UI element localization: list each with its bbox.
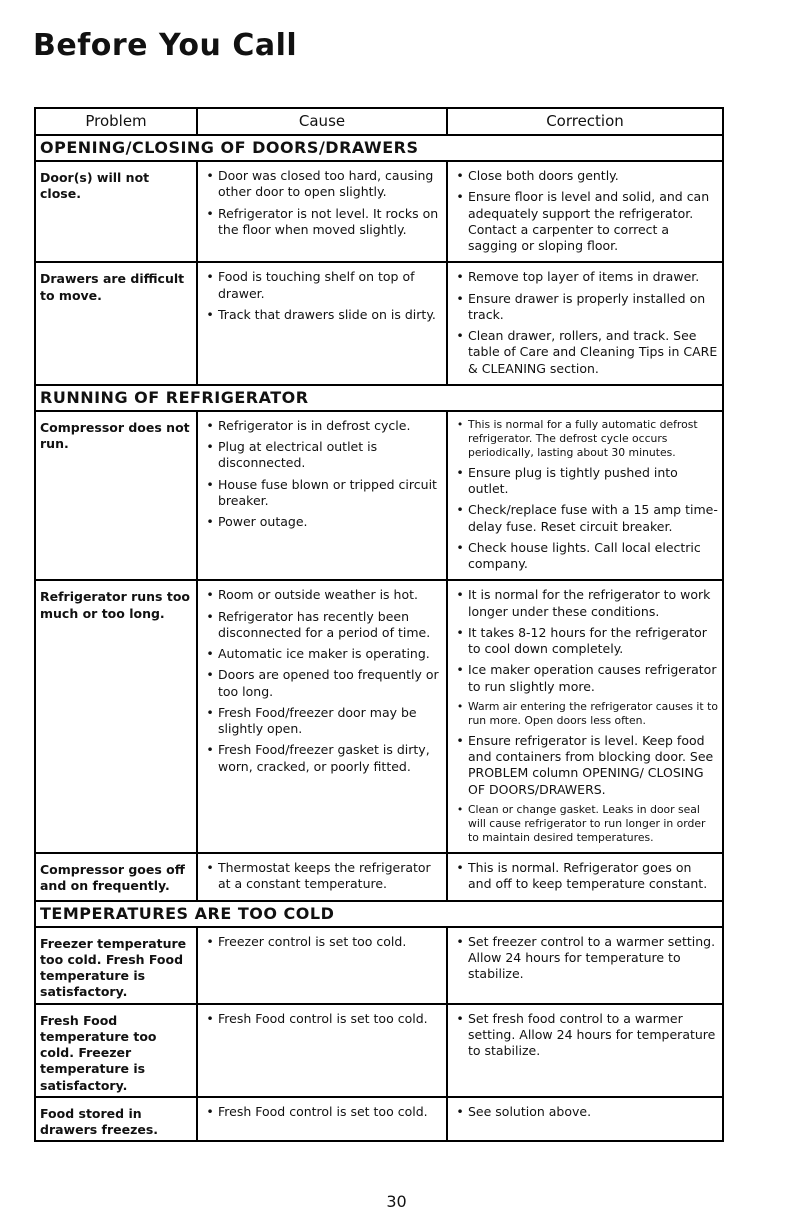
cause-cell xyxy=(197,853,447,901)
bullet-icon: • xyxy=(456,860,464,875)
cause-item xyxy=(202,1104,442,1120)
bullet-icon: • xyxy=(456,290,464,306)
cause-cell xyxy=(197,1004,447,1097)
bullet-icon: • xyxy=(206,667,214,683)
cause-item xyxy=(202,439,442,472)
correction-text: This is normal. Refrigerator goes on and off to keep temperature constant. xyxy=(468,860,708,892)
cause-text: Refrigerator is in defrost cycle. xyxy=(218,417,411,433)
page-number: 30 xyxy=(386,1192,407,1211)
cause-item xyxy=(202,667,442,700)
problem-cell: Food stored in drawers freezes. xyxy=(35,1097,197,1142)
bullet-icon: • xyxy=(456,587,464,603)
correction-cell xyxy=(447,411,723,581)
correction-item xyxy=(452,540,718,573)
correction-item xyxy=(452,418,718,460)
problem-cell: Drawers are difficult to move. xyxy=(35,262,197,385)
cause-text: Refrigerator has recently been disconnected for a period of time. xyxy=(218,608,431,640)
cause-text: Track that drawers slide on is dirty. xyxy=(218,306,436,322)
bullet-icon: • xyxy=(456,802,464,816)
cause-text: House fuse blown or tripped circuit breaker. xyxy=(218,476,437,508)
bullet-icon: • xyxy=(456,662,464,678)
bullet-icon: • xyxy=(206,860,214,875)
correction-cell xyxy=(447,161,723,262)
cause-cell xyxy=(197,927,447,1004)
bullet-icon: • xyxy=(456,502,464,518)
cause-item xyxy=(202,1011,442,1027)
bullet-icon: • xyxy=(206,608,214,624)
table-header-row xyxy=(35,108,723,135)
cause-text: Plug at electrical outlet is disconnected. xyxy=(218,439,378,471)
correction-text: Ensure plug is tightly pushed into outlet. xyxy=(468,464,678,497)
table-row xyxy=(35,927,723,1004)
bullet-icon: • xyxy=(206,1103,214,1119)
cause-text: Refrigerator is not level. It rocks on the floor when moved slightly. xyxy=(218,205,439,237)
cause-text: Thermostat keeps the refrigerator at a constant temperature. xyxy=(218,860,431,892)
section-title: TEMPERATURES ARE TOO COLD xyxy=(35,901,723,927)
correction-text: Ensure refrigerator is level. Keep food and containers from blocking door. See PROBLEM column OPENING/ CLOSING OF DOORS/DRAWERS. xyxy=(468,732,714,797)
section-row xyxy=(35,901,723,927)
cause-cell xyxy=(197,161,447,262)
bullet-icon: • xyxy=(206,417,214,433)
table-row xyxy=(35,853,723,901)
bullet-icon: • xyxy=(206,306,214,322)
correction-item xyxy=(452,934,718,983)
correction-text: Remove top layer of items in drawer. xyxy=(468,269,700,285)
correction-text: Ensure drawer is properly installed on track. xyxy=(468,290,706,322)
section-row xyxy=(35,385,723,411)
cause-item xyxy=(202,477,442,510)
correction-text: Warm air entering the refrigerator causes it to run more. Open doors less often. xyxy=(468,699,718,727)
problem-cell: Refrigerator runs too much or too long. xyxy=(35,580,197,853)
correction-item xyxy=(452,625,718,658)
bullet-icon: • xyxy=(206,168,214,183)
correction-text: Ensure floor is level and solid, and can adequately support the refrigerator. Contact a carpenter to correct a sagging or sloping floor. xyxy=(468,189,710,253)
table-row xyxy=(35,1097,723,1142)
cause-item xyxy=(202,514,442,530)
problem-cell: Compressor goes off and on frequently. xyxy=(35,853,197,901)
bullet-icon: • xyxy=(206,476,214,492)
bullet-icon: • xyxy=(456,328,464,343)
cause-item xyxy=(202,646,442,662)
bullet-icon: • xyxy=(206,704,214,720)
bullet-icon: • xyxy=(206,514,214,529)
correction-item xyxy=(452,168,718,184)
correction-item xyxy=(452,328,718,377)
cause-text: Fresh Food/freezer door may be slightly open. xyxy=(218,704,417,737)
correction-cell xyxy=(447,580,723,853)
correction-item xyxy=(452,1104,718,1120)
table-row xyxy=(35,411,723,581)
bullet-icon: • xyxy=(456,732,464,748)
bullet-icon: • xyxy=(456,417,464,431)
correction-item xyxy=(452,465,718,498)
correction-text: Check/replace fuse with a 15 amp time-delay fuse. Reset circuit breaker. xyxy=(468,502,718,534)
cause-text: Fresh Food/freezer gasket is dirty, worn, cracked, or poorly fitted. xyxy=(218,742,430,774)
correction-text: It is normal for the refrigerator to work longer under these conditions. xyxy=(468,587,711,619)
cause-item xyxy=(202,307,442,323)
bullet-icon: • xyxy=(206,646,214,662)
bullet-icon: • xyxy=(456,168,464,183)
cause-item xyxy=(202,705,442,738)
problem-cell: Fresh Food temperature too cold. Freezer temperature is satisfactory. xyxy=(35,1004,197,1097)
bullet-icon: • xyxy=(456,699,464,713)
cause-item xyxy=(202,609,442,642)
cause-cell xyxy=(197,580,447,853)
bullet-icon: • xyxy=(206,205,214,221)
cause-item xyxy=(202,742,442,775)
correction-item xyxy=(452,189,718,254)
table-row xyxy=(35,580,723,853)
problem-cell: Door(s) will not close. xyxy=(35,161,197,262)
cause-text: Power outage. xyxy=(218,514,308,529)
bullet-icon: • xyxy=(206,933,214,949)
section-row xyxy=(35,135,723,161)
cause-cell xyxy=(197,262,447,385)
correction-item xyxy=(452,803,718,845)
correction-text: Close both doors gently. xyxy=(468,168,619,183)
correction-cell xyxy=(447,1097,723,1142)
correction-item xyxy=(452,700,718,728)
cause-item xyxy=(202,418,442,434)
correction-text: Ice maker operation causes refrigerator to run slightly more. xyxy=(468,662,717,694)
correction-item xyxy=(452,1011,718,1060)
section-title: OPENING/CLOSING OF DOORS/DRAWERS xyxy=(35,135,723,161)
correction-item xyxy=(452,587,718,620)
cause-cell xyxy=(197,1097,447,1142)
correction-item xyxy=(452,662,718,695)
cause-text: Automatic ice maker is operating. xyxy=(218,646,430,662)
cause-text: Fresh Food control is set too cold. xyxy=(218,1103,428,1119)
cause-text: Food is touching shelf on top of drawer. xyxy=(218,269,415,301)
bullet-icon: • xyxy=(456,624,464,640)
bullet-icon: • xyxy=(456,933,464,949)
bullet-icon: • xyxy=(206,439,214,454)
page-title: Before You Call xyxy=(33,28,298,63)
cause-item xyxy=(202,860,442,893)
bullet-icon: • xyxy=(456,1010,464,1026)
cause-item xyxy=(202,587,442,603)
bullet-icon: • xyxy=(456,539,464,555)
troubleshooting-table xyxy=(34,107,724,1142)
bullet-icon: • xyxy=(456,269,464,285)
correction-item xyxy=(452,291,718,324)
section-title: RUNNING OF REFRIGERATOR xyxy=(35,385,723,411)
header-cause: Cause xyxy=(197,108,447,135)
cause-text: Door was closed too hard, causing other door to open slightly. xyxy=(218,168,434,200)
problem-cell: Compressor does not run. xyxy=(35,411,197,581)
cause-text: Room or outside weather is hot. xyxy=(218,587,418,603)
correction-item xyxy=(452,269,718,285)
correction-text: See solution above. xyxy=(468,1103,592,1119)
correction-item xyxy=(452,733,718,798)
table-row xyxy=(35,262,723,385)
correction-text: This is normal for a fully automatic defrost refrigerator. The defrost cycle occurs periodically, lasting about 30 minutes. xyxy=(468,417,698,459)
correction-item xyxy=(452,502,718,535)
table-row xyxy=(35,1004,723,1097)
header-correction: Correction xyxy=(447,108,723,135)
correction-text: Check house lights. Call local electric company. xyxy=(468,539,701,572)
table-body xyxy=(35,135,723,1141)
cause-text: Freezer control is set too cold. xyxy=(218,933,407,949)
problem-cell: Freezer temperature too cold. Fresh Food temperature is satisfactory. xyxy=(35,927,197,1004)
header-problem: Problem xyxy=(35,108,197,135)
bullet-icon: • xyxy=(206,587,214,603)
table-row xyxy=(35,161,723,262)
correction-text: Clean drawer, rollers, and track. See table of Care and Cleaning Tips in CARE & CLEANING section. xyxy=(468,328,718,376)
cause-cell xyxy=(197,411,447,581)
bullet-icon: • xyxy=(456,464,464,480)
cause-item xyxy=(202,934,442,950)
correction-cell xyxy=(447,1004,723,1097)
bullet-icon: • xyxy=(456,189,464,205)
bullet-icon: • xyxy=(206,742,214,758)
bullet-icon: • xyxy=(456,1103,464,1119)
correction-text: It takes 8-12 hours for the refrigerator to cool down completely. xyxy=(468,624,707,657)
correction-cell xyxy=(447,262,723,385)
correction-cell xyxy=(447,927,723,1004)
correction-cell xyxy=(447,853,723,901)
cause-item xyxy=(202,168,442,201)
correction-text: Set fresh food control to a warmer setting. Allow 24 hours for temperature to stabilize. xyxy=(468,1010,716,1058)
correction-text: Clean or change gasket. Leaks in door seal will cause refrigerator to run longer in order to maintain desired temperatures. xyxy=(468,802,706,844)
correction-item xyxy=(452,860,718,893)
bullet-icon: • xyxy=(206,269,214,285)
bullet-icon: • xyxy=(206,1010,214,1026)
cause-text: Doors are opened too frequently or too long. xyxy=(218,667,439,699)
cause-text: Fresh Food control is set too cold. xyxy=(218,1010,428,1026)
cause-item xyxy=(202,269,442,302)
cause-item xyxy=(202,206,442,239)
correction-text: Set freezer control to a warmer setting. Allow 24 hours for temperature to stabilize. xyxy=(468,933,716,981)
